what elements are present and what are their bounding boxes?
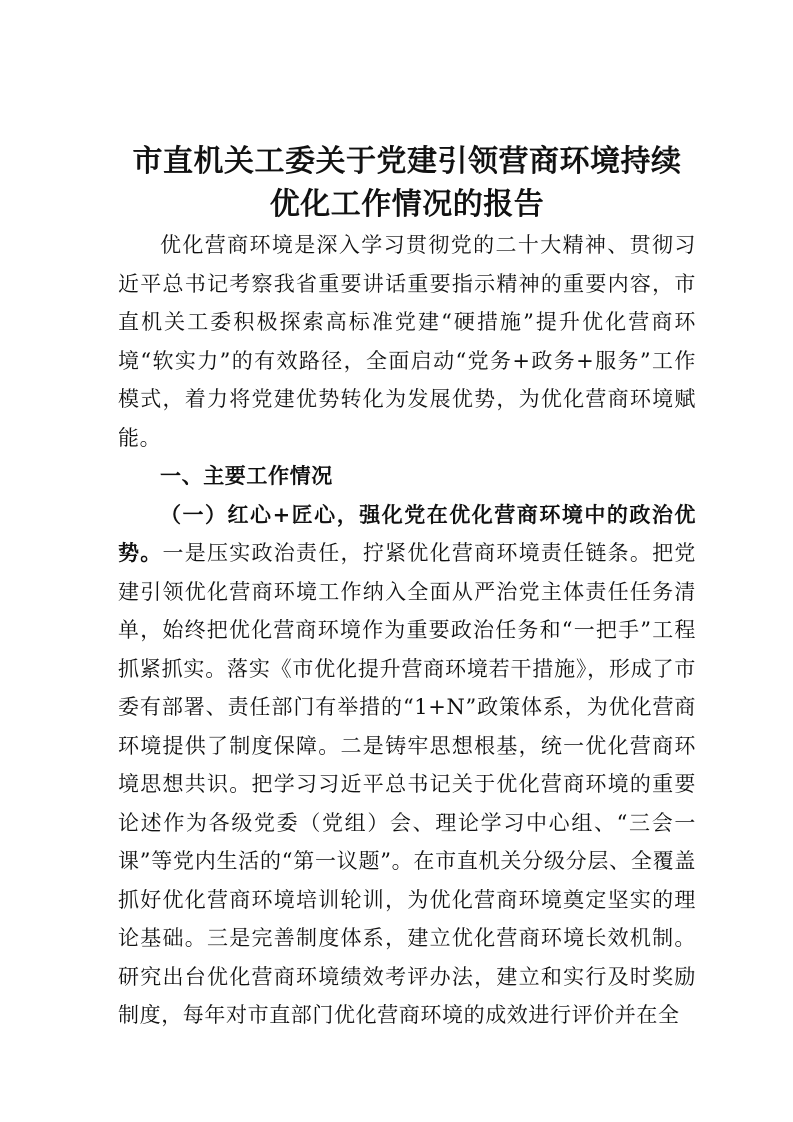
section-body-paragraph	[118, 496, 696, 1035]
document-title: 市直机关工委关于党建引领营商环境持续优化工作情况的报告	[132, 144, 682, 222]
section-heading: 一、主要工作情况	[160, 464, 333, 488]
intro-paragraph: 优化营商环境是深入学习贯彻党的二十大精神、贯彻习近平总书记考察我省重要讲话重要指示精神的重要内容，市直机关工委积极探索高标准党建“硬措施”提升优化营商环境“软实力”的有效路径，全面启动“党务+政务+服务”工作模式，着力将党建优势转化为发展优势，为优化营商环境赋能。	[118, 233, 696, 450]
document-content	[118, 140, 696, 1035]
section-body-text: 一是压实政治责任，拧紧优化营商环境责任链条。把党建引领优化营商环境工作纳入全面从严治党主体责任任务清单，始终把优化营商环境作为重要政治任务和“一把手”工程抓紧抓实。落实《市优化提升营商环境若干措施》，形成了市委有部署、责任部门有举措的“1+N”政策体系，为优化营商环境提供了制度保障。二是铸牢思想根基，统一优化营商环境思想共识。把学习习近平总书记关于优化营商环境的重要论述作为各级党委（党组）会、理论学习中心组、“三会一课”等党内生活的“第一议题”。在市直机关分级分层、全覆盖抓好优化营商环境培训轮训，为优化营商环境奠定坚实的理论基础。三是完善制度体系，建立优化营商环境长效机制。研究出台优化营商环境绩效考评办法，建立和实行及时奖励制度，每年对市直部门优化营商环境的成效进行评价并在全	[118, 541, 696, 1027]
sub-heading: （一）红心+匠心，强化党在优化营商环境中的政治优势。	[118, 501, 696, 565]
